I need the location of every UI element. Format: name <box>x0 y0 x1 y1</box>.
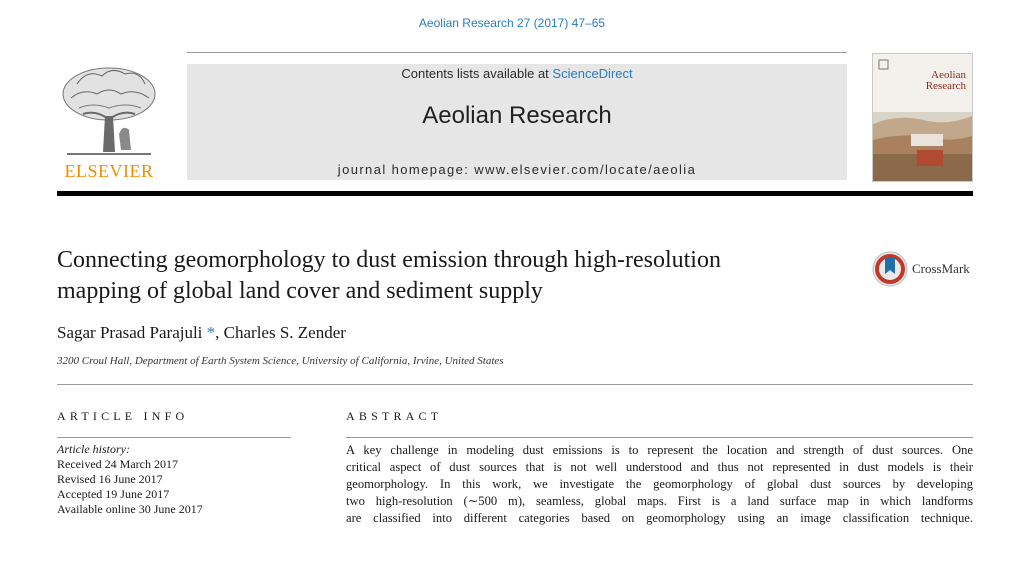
section-divider <box>57 384 973 385</box>
journal-homepage[interactable]: journal homepage: www.elsevier.com/locate/aeolia <box>337 162 697 177</box>
abstract-line: geomorphology. In this work, we investigate the geomorphology of global dust sources by developing <box>346 477 973 491</box>
abstract-line: are classified into different categories based on geomorphology using an image classification technique. <box>346 511 973 525</box>
tree-icon <box>57 64 161 160</box>
publisher-wordmark: ELSEVIER <box>64 161 154 181</box>
citation-link[interactable]: Aeolian Research 27 (2017) 47–65 <box>418 16 606 30</box>
masthead-rule <box>57 191 973 196</box>
abstract-rule <box>346 437 973 438</box>
history-received: Received 24 March 2017 <box>57 457 178 471</box>
journal-title: Aeolian Research <box>422 102 612 129</box>
title-line: mapping of global land cover and sediment supply <box>57 278 543 304</box>
author-separator: , <box>215 323 220 342</box>
abstract-line: two high-resolution (∼500 m), seamless, global maps. First is a land surface map in which landforms <box>346 494 973 508</box>
history-online: Available online 30 June 2017 <box>57 502 203 516</box>
sciencedirect-link[interactable]: ScienceDirect <box>552 66 633 81</box>
crossmark-label: CrossMark <box>912 261 970 276</box>
author-list <box>57 323 346 343</box>
abstract-heading: ABSTRACT <box>346 409 443 423</box>
author-name[interactable]: Charles S. Zender <box>223 323 346 342</box>
history-label: Article history: <box>57 442 130 456</box>
title-line: Connecting geomorphology to dust emission through high-resolution <box>57 247 721 273</box>
abstract-body <box>346 442 973 527</box>
article-info-rule <box>57 437 291 438</box>
journal-masthead <box>187 64 847 180</box>
contents-prefix: Contents lists available at <box>401 66 549 81</box>
journal-cover[interactable] <box>872 53 973 182</box>
article-history <box>57 442 203 517</box>
crossmark-button[interactable] <box>872 252 970 286</box>
cover-title: Aeolian Research <box>925 69 966 92</box>
author-name[interactable]: Sagar Prasad Parajuli <box>57 323 203 342</box>
contents-line <box>187 66 847 81</box>
history-revised: Revised 16 June 2017 <box>57 472 163 486</box>
history-accepted: Accepted 19 June 2017 <box>57 487 170 501</box>
affiliation: 3200 Croul Hall, Department of Earth System Science, University of California, Irvine, United States <box>57 355 504 367</box>
abstract-line: A key challenge in modeling dust emissions is to represent the location and strength of dust sources. One <box>346 443 973 457</box>
article-title <box>57 245 847 307</box>
header-rule <box>187 52 847 53</box>
abstract-line: critical aspect of dust sources that is not well understood and thus not represented in dust models is their <box>346 460 973 474</box>
corresponding-author-mark[interactable]: * <box>206 323 216 342</box>
article-info-heading: ARTICLE INFO <box>57 409 189 423</box>
elsevier-logo[interactable] <box>57 64 161 182</box>
crossmark-icon <box>872 251 908 287</box>
